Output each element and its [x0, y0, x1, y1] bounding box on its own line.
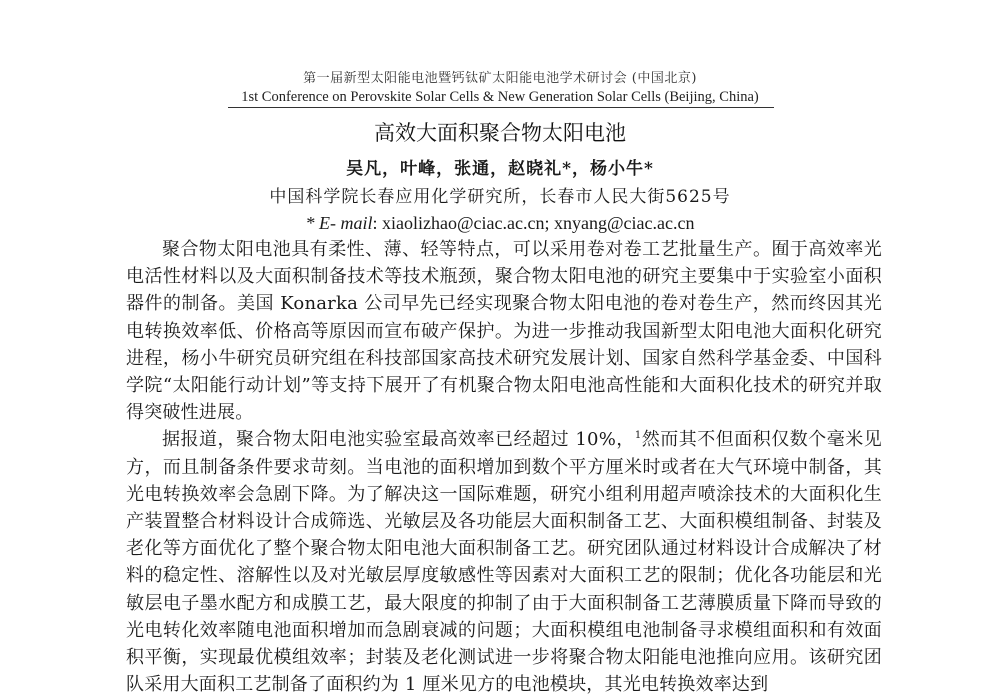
- reference-marker: 1: [634, 430, 642, 442]
- paper-title: 高效大面积聚合物太阳电池: [374, 121, 626, 145]
- conference-header: [0, 70, 1000, 106]
- conference-name-cn: 第一届新型太阳能电池暨钙钛矿太阳能电池学术研讨会 (中国北京): [303, 71, 697, 86]
- email-label: * E- mail: [305, 213, 373, 233]
- paragraph-2-text-a: 据报道，聚合物太阳电池实验室最高效率已经超过 10%，: [162, 429, 635, 451]
- paper-affiliation: 中国科学院长春应用化学研究所，长春市人民大街5625号: [269, 187, 731, 207]
- body-paragraph-2: [126, 426, 882, 698]
- paper-email: [0, 211, 1000, 235]
- email-addresses: : xiaolizhao@ciac.ac.cn; xnyang@ciac.ac.cn: [372, 213, 695, 233]
- paragraph-2-text-b: 然而其不但面积仅数个毫米见方，而且制备条件要求苛刻。当电池的面积增加到数个平方厘米时或者在大气环境中制备，其光电转换效率会急剧下降。为了解决这一国际难题，研究小组利用超声喷涂技术的大面积化生产装置整合材料设计合成筛选、光敏层及各功能层大面积制备工艺、大面积模组制备、封装及老化等方面优化了整个聚合物太阳电池大面积制备工艺。研究团队通过材料设计合成解决了材料的稳定性、溶解性以及对光敏层厚度敏感性等因素对大面积工艺的限制；优化各功能层和光敏层电子墨水配方和成膜工艺，最大限度的抑制了由于大面积制备工艺薄膜质量下降而导致的光电转化效率随电池面积增加而急剧衰减的问题；大面积模组电池制备寻求模组面积和有效面积平衡，实现最优模组效率；封装及老化测试进一步将聚合物太阳能电池推向应用。该研究团队采用大面积工艺制备了面积约为 1 厘米见方的电池模块，其光电转换效率达到: [126, 429, 882, 696]
- body-paragraph-1: 聚合物太阳电池具有柔性、薄、轻等特点，可以采用卷对卷工艺批量生产。囿于高效率光电活性材料以及大面积制备技术等技术瓶颈，聚合物太阳电池的研究主要集中于实验室小面积器件的制备。美国 Konarka 公司早先已经实现聚合物太阳电池的卷对卷生产，然而终因其光电转换效率低、价格高等原因而宣布破产保护。为进一步推动我国新型太阳电池大面积化研究进程，杨小牛研究员研究组在科技部国家高技术研究发展计划、国家自然科学基金委、中国科学院“太阳能行动计划”等支持下展开了有机聚合物太阳电池高性能和大面积化技术的研究并取得突破性进展。: [126, 239, 882, 424]
- conference-name-en: 1st Conference on Perovskite Solar Cells & New Generation Solar Cells (Beijing, China): [241, 89, 759, 105]
- paper-body: [126, 236, 882, 698]
- header-divider: [228, 107, 774, 108]
- paper-authors: 吴凡，叶峰，张通，赵晓礼*，杨小牛*: [346, 159, 654, 179]
